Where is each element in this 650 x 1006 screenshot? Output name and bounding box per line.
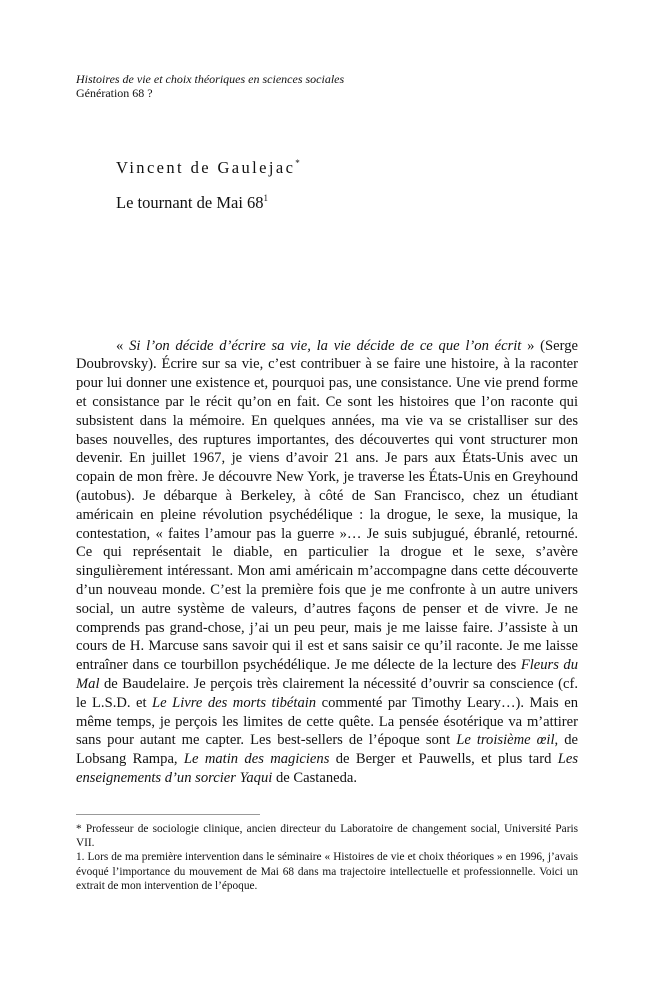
footnote-1: 1. Lors de ma première intervention dans le séminaire « Histoires de vie et choix théoriques » en 1996, j’avais évoqué l’importance du mouvement de Mai 68 dans ma trajectoire intellectuelle et professionnelle. Voici un extrait de mon intervention de l’époque. [76, 851, 578, 892]
footnote-divider [76, 814, 260, 815]
author-name: Vincent de Gaulejac [116, 158, 296, 177]
italic-book-title: Le matin des magiciens [183, 751, 330, 768]
text-run: de Berger et Pauwells, et plus tard [329, 751, 558, 768]
italic-book-title: Les enseignements d’un sorcier Yaqui [76, 751, 578, 786]
title-text: Le tournant de Mai 68 [116, 193, 264, 212]
article-author [116, 158, 300, 178]
text-run: de Castaneda. [272, 769, 358, 786]
article-title [116, 193, 268, 213]
running-head [76, 72, 344, 100]
italic-book-title: Le Livre des morts tibétain [152, 694, 317, 711]
text-run: « [116, 337, 130, 354]
italic-book-title: Le troisième œil [456, 732, 555, 749]
series-title: Histoires de vie et choix théoriques en sciences sociales [76, 72, 345, 86]
italic-book-title: Fleurs du Mal [76, 657, 578, 692]
italic-quote: Si l’on décide d’écrire sa vie, la vie décide de ce que l’on écrit [129, 337, 522, 354]
text-run: de Baudelaire. Je perçois très clairement la nécessité d’ouvrir sa conscience (cf. le L.S.D. et [76, 675, 578, 711]
author-footnote-mark: * [295, 158, 300, 168]
volume-title: Génération 68 ? [76, 86, 153, 100]
text-run: commenté par Timothy Leary…). Mais en même temps, je perçois les limites de cette quête. La pensée ésotérique va m’attirer sans pour autant me capter. Les best-sellers de l’époque sont [76, 694, 578, 749]
text-run: , de Lobsang Rampa, [76, 732, 578, 768]
title-footnote-mark: 1 [263, 193, 269, 203]
text-run: » (Serge Doubrovsky). Écrire sur sa vie, c’est contribuer à se faire une histoire, à la raconter pour lui donner une existence et, pourquoi pas, une consistance. Une vie prend forme et consistance par le récit qu’on en fait. Ce sont les histoires que l’on raconte qui subsistent dans la mémoire. En quelques années, ma vie va se cristalliser sur des bases nouvelles, des ruptures importantes, des découvertes qui vont structurer mon devenir. En juillet 1967, je viens d’avoir 21 ans. Je pars aux États-Unis avec un copain de mon frère. Je découvre New York, je traverse les États-Unis en Greyhound (autobus). Je débarque à Berkeley, à côté de San Francisco, chez un étudiant américain en pleine révolution psychédélique : la drogue, le sexe, la musique, la contestation, « faites l’amour pas la guerre »… Je suis subjugué, ébranlé, retourné. Ce qui représentait le diable, en particulier la drogue et le sexe, s’avère singulièrement intéressant. Mon ami américain m’accompagne dans cette découverte d’un nouveau monde. C’est la première fois que je me confronte à un autre univers social, un autre système de valeurs, d’autres façons de penser et de vivre. Je ne comprends pas grand-chose, j’ai un peu peur, mais je me laisse faire. J’assiste à un cours de H. Marcuse sans savoir qui il est et sans saisir ce qu’il raconte. Je me laisse entraîner dans ce tourbillon psychédélique. Je me délecte de la lecture des [76, 337, 578, 674]
footnote-author: * Professeur de sociologie clinique, ancien directeur du Laboratoire de changement social, Université Paris VII. [76, 823, 578, 850]
footnotes [76, 822, 578, 893]
body-paragraph [76, 337, 578, 788]
